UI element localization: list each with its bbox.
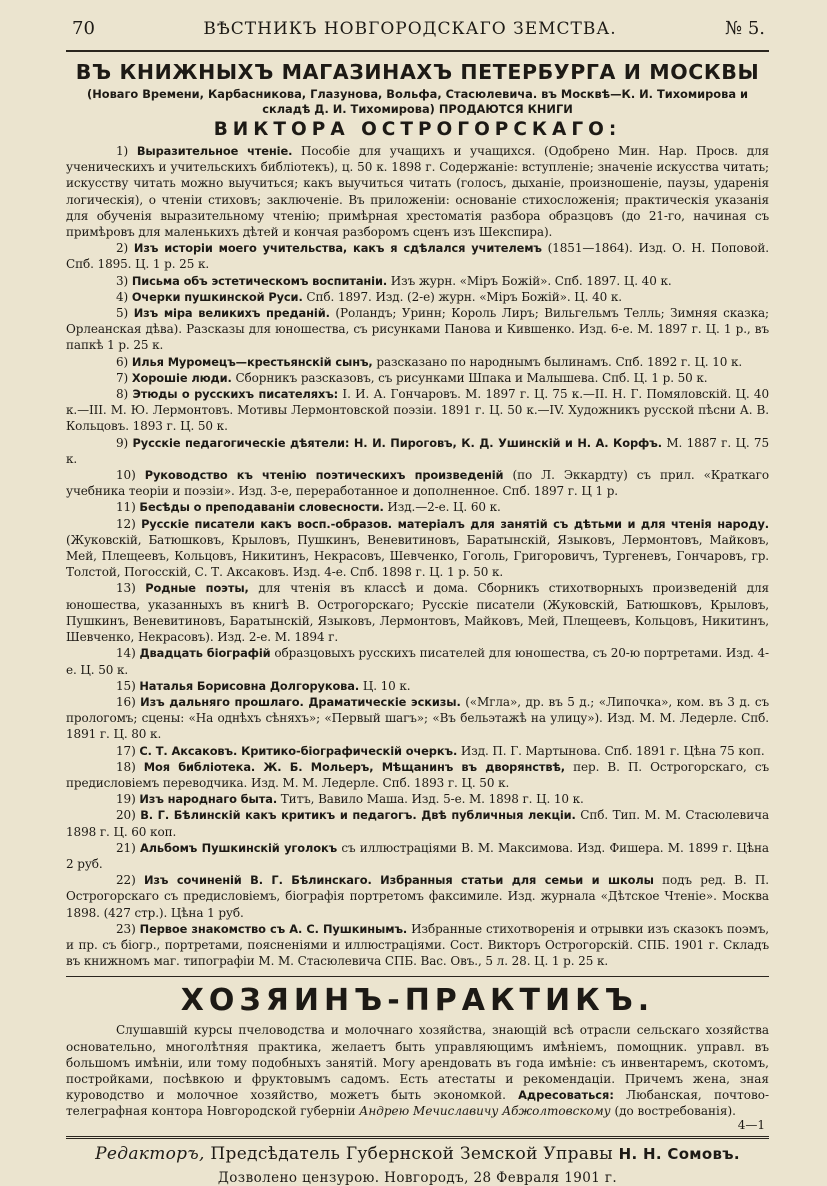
book-item: 6) Илья Муромецъ—крестьянскій сынъ, разсказано по народнымъ былинамъ. Спб. 1892 г. Ц. 10 к. [116, 354, 743, 369]
book-item: 19) Изъ народнаго быта. Титъ, Вавило Маша. Изд. 5-е. М. 1898 г. Ц. 10 к. [116, 792, 584, 807]
book-item: 5) Изъ міра великихъ преданій. (Роландъ; Уринн; Король Лиръ; Вильгельмъ Телль; Зимняя сказка; Орлеанская дѣва). Разсказы для юношества, съ рисунками Панова и Кившенко. Изд. 6-е. М. 1897 г. Ц. 1 р., въ папкѣ 1 р. 25 к. [66, 306, 770, 353]
book-item: 21) Альбомъ Пушкинскій уголокъ съ иллюстраціями В. М. Максимова. Изд. Фишера. М. 1899 г. Цѣна 2 руб. [66, 840, 769, 871]
book-item: 12) Русскіе писатели какъ восп.-образов. матеріалъ для занятій съ дѣтьми и для чтенія народу. (Жуковскій, Батюшковъ, Крыловъ, Пушкинъ, Веневитиновъ, Баратынскій, Языковъ, Лермонтовъ, Майковъ, Мей, Плещеевъ, Кольцовъ, Никитинъ, Некрасовъ, Шевченко, Гоголь, Григоровичъ, Тургеневъ, Гончаровъ, гр. Толстой, Погосскій, С. Т. Аксаковъ. Изд. 4-е. Спб. 1898 г. Ц. 1 р. 50 к. [66, 516, 769, 580]
page-number: 70 [72, 18, 95, 39]
journal-title: ВѢСТНИКЪ НОВГОРОДСКАГО ЗЕМСТВА. [203, 19, 617, 39]
book-item: 4) Очерки пушкинской Руси. Спб. 1897. Изд. (2-е) журн. «Міръ Божій». Ц. 40 к. [116, 289, 622, 304]
book-item: 10) Руководство къ чтенію поэтическихъ произведеній (по Л. Эккардту) съ прил. «Краткаго учебника теоріи и поэзіи». Изд. 3-е, переработанное и дополненное. Спб. 1897 г. Ц 1 р. [66, 468, 769, 499]
book-item: 7) Хорошіе люди. Сборникъ разсказовъ, съ рисунками Шпака и Малышева. Спб. Ц. 1 р. 50 к. [116, 370, 708, 385]
address-label: Адресоваться: [518, 1088, 614, 1103]
editor-name: Н. Н. Сомовъ. [618, 1144, 740, 1163]
censorship-line: Дозволено цензурою. Новгородъ, 28 Февраля 1901 г. [217, 1169, 618, 1186]
page-header [66, 18, 769, 52]
job-ad-body: Слушавшій курсы пчеловодства и молочнаго хозяйства, знающій всѣ отрасли сельскаго хозяйства основательно, многолѣтняя практика, желаетъ быть управляющимъ имѣніемъ, помощник. управл. въ большомъ имѣніи, или тому подобныхъ занятій. Могу арендовать въ года имѣніе: съ инвентаремъ, скотомъ, постройками, посѣвкою и фруктовымъ садомъ. Есть атестаты и рекомендаціи. Причемъ жена, зная куроводство и молочное хозяйство, можетъ быть экономкой. Адресоваться: Любанская, почтово-телеграфная контора Новгородской губерніи Андрею Мечиславичу Абжолтовскому (до востребованія). [66, 1023, 769, 1119]
book-item: 22) Изъ сочиненій В. Г. Бѣлинскаго. Избранныя статьи для семьи и школы подъ ред. В. П. Острогорскаго съ предисловіемъ, біографія портретомъ факсимиле. Изд. журнала «Дѣтское Чтеніе». Москва 1898. (427 стр.). Цѣна 1 руб. [66, 873, 769, 920]
advertiser-name: Андрею Мечиславичу Абжолтовскому [359, 1104, 611, 1119]
author-name: ВИКТОРА ОСТРОГОРСКАГО: [213, 119, 622, 140]
book-item: 15) Наталья Борисовна Долгорукова. Ц. 10 к. [116, 678, 411, 693]
book-item: 9) Русскіе педагогическіе дѣятели: Н. И. Пироговъ, К. Д. Ушинскій и Н. А. Корфъ. М. 1887 г. Ц. 75 к. [66, 435, 770, 466]
book-item: 8) Этюды о русскихъ писателяхъ: I. И. А. Гончаровъ. М. 1897 г. Ц. 75 к.—II. Н. Г. Помяловскій. Ц. 40 к.—III. М. Ю. Лермонтовъ. Мотивы Лермонтовской поэзіи. 1891 г. Ц. 50 к.—IV. Художникъ русской пѣсни А. В. Кольцовъ. 1893 г. Ц. 50 к. [66, 387, 769, 434]
footer-rule [66, 1136, 769, 1141]
issue-number: № 5. [725, 18, 765, 39]
book-item: 17) С. Т. Аксаковъ. Критико-біографическій очеркъ. Изд. П. Г. Мартынова. Спб. 1891 г. Цѣна 75 коп. [116, 743, 765, 758]
job-ad-headline: ХОЗЯИНЪ-ПРАКТИКЪ. [180, 983, 655, 1019]
book-item: 16) Изъ дальняго прошлаго. Драматическіе эскизы. («Мгла», др. въ 5 д.; «Липочка», ком. въ 3 д. съ прологомъ; сцены: «На однѣхъ сѣняхъ»; «Первый шагъ»; «Въ бельэтажѣ на улицу»). Изд. М. М. Ледерле. Спб. 1891 г. Ц. 80 к. [66, 694, 769, 742]
book-item: 3) Письма объ эстетическомъ воспитаніи. Изъ журн. «Міръ Божій». Спб. 1897. Ц. 40 к. [116, 273, 672, 288]
book-item: 1) Выразительное чтеніе. Пособіе для учащихъ и учащихся. (Одобрено Мин. Нар. Просв. для ученическихъ и учительскихъ библіотекъ), ц. 50 к. 1898 г. Содержаніе: вступленіе; значеніе искусства читать; искусству читать можно выучиться; какъ выучиться читать (голосъ, дыханіе, произношеніе, паузы, ударенія логическія), о чтеніи стиховъ; заключеніе. Въ приложеніи: основаніе стихосложенія; практическія указанія для обученія выразительному чтенію; примѣрная хрестоматія разбора образцовъ (до 21-го, начиная съ примѣровъ для маленькихъ дѣтей и кончая разборомъ сценъ изъ Шекспира). [66, 144, 769, 240]
book-item: 23) Первое знакомство съ А. С. Пушкинымъ. Избранные стихотворенія и отрывки изъ сказокъ поэмъ, и пр. съ біогр., портретами, поясненіями и иллюстраціями. Сост. Викторъ Острогорскій. СПБ. 1901 г. Складъ въ книжномъ маг. типографіи М. М. Стасюлевича СПБ. Вас. Овъ., 5 л. 28. Ц. 1 р. 25 к. [66, 921, 769, 969]
book-item: 2) Изъ исторіи моего учительства, какъ я сдѣлался учителемъ (1851—1864). Изд. О. Н. Поповой. Спб. 1895. Ц. 1 р. 25 к. [66, 241, 769, 272]
book-list [66, 143, 769, 969]
book-item: 13) Родные поэты, для чтенія въ классѣ и дома. Сборникъ стихотворныхъ произведеній для юношества, указанныхъ въ книгѣ В. Острогорскаго; Русскіе писатели (Жуковскій, Батюшковъ, Крыловъ, Пушкинъ, Веневитиновъ, Баратынскій, Языковъ, Лермонтовъ, Майковъ, Мей, Плещеевъ, Кольцовъ, Никитинъ, Шевченко, Некрасовъ). Изд. 2-е. М. 1894 г. [66, 581, 769, 645]
book-item: 14) Двадцать біографій образцовыхъ русскихъ писателей для юношества, съ 20-ю портретами. Изд. 4-е. Ц. 50 к. [66, 646, 769, 677]
editor-line: Редакторъ, Предсѣдатель Губернской Земской Управы Н. Н. Сомовъ. [95, 1143, 740, 1164]
book-item: 18) Моя библіотека. Ж. Б. Мольеръ, Мѣщанинъ въ дворянствѣ, пер. В. П. Острогорскаго, съ предисловіемъ переводчика. Изд. М. М. Ледерле. Спб. 1893 г. Ц. 50 к. [66, 759, 769, 790]
bookstore-ad-subline: (Новаго Времени, Карбасникова, Глазунова, Вольфа, Стасюлевича. въ Москвѣ—К. И. Тихомирова и складѣ Д. И. Тихомирова) ПРОДАЮТСЯ КНИГИ [87, 87, 748, 116]
bookstore-ad-headline: ВЪ КНИЖНЫХЪ МАГАЗИНАХЪ ПЕТЕРБУРГА И МОСКВЫ [75, 60, 760, 84]
section-divider [66, 976, 769, 977]
book-item: 11) Бесѣды о преподаваніи словесности. Изд.—2-е. Ц. 60 к. [116, 500, 501, 515]
ad-code: 4—1 [737, 1117, 765, 1132]
book-item: 20) В. Г. Бѣлинскій какъ критикъ и педагогъ. Двѣ публичныя лекціи. Спб. Тип. М. М. Стасюлевича 1898 г. Ц. 60 коп. [66, 808, 769, 839]
